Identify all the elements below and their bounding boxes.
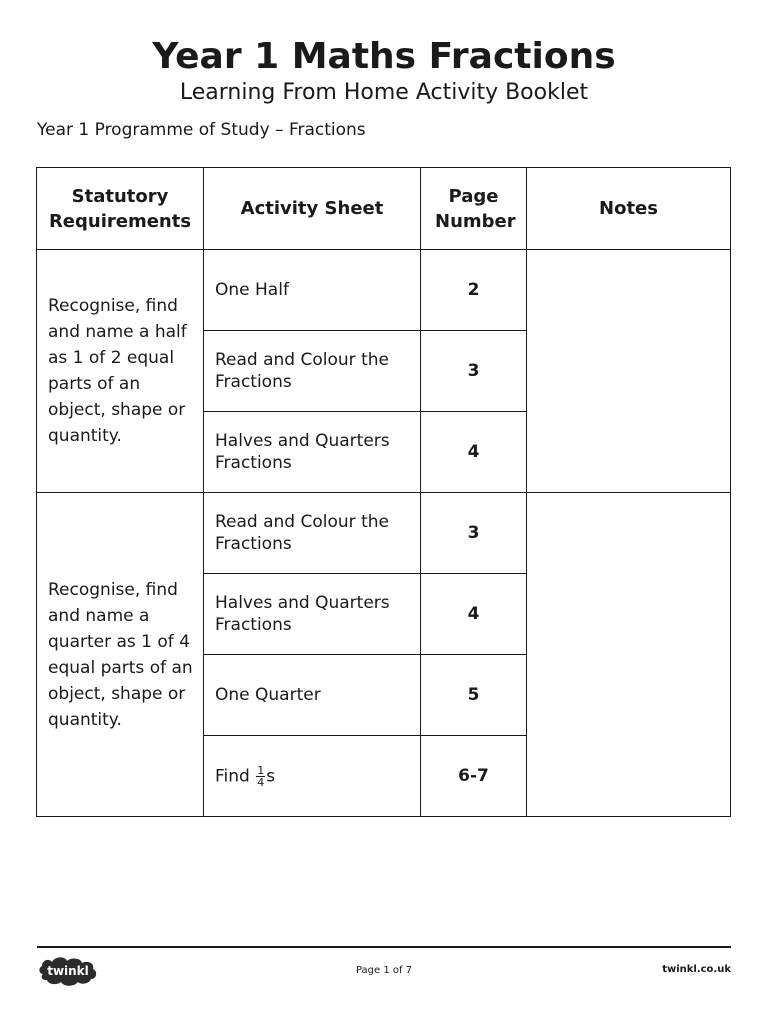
- header-activity: Activity Sheet: [204, 168, 421, 250]
- fraction-denominator: 4: [257, 775, 265, 789]
- activity-cell: Read and Colour the Fractions: [204, 331, 421, 412]
- activity-table: [36, 167, 731, 817]
- page-cell: 6-7: [421, 736, 527, 817]
- page-cell: 5: [421, 655, 527, 736]
- fraction-numerator: 1: [257, 763, 265, 777]
- table-row: [37, 493, 731, 574]
- activity-suffix: s: [266, 766, 276, 786]
- requirement-half: Recognise, find and name a half as 1 of 2 equal parts of an object, shape or quantity.: [37, 250, 204, 493]
- header-page: Page Number: [421, 168, 527, 250]
- page-number: Page 1 of 7: [355, 965, 413, 976]
- header-requirements: Statutory Requirements: [37, 168, 204, 250]
- section-heading: Year 1 Programme of Study – Fractions: [37, 120, 366, 140]
- activity-cell: One Half: [204, 250, 421, 331]
- activity-cell: One Quarter: [204, 655, 421, 736]
- page-cell: 4: [421, 412, 527, 493]
- table-header-row: [37, 168, 731, 250]
- requirement-quarter: Recognise, find and name a quarter as 1 of 4 equal parts of an object, shape or quantity.: [37, 493, 204, 817]
- svg-text:twinkl: twinkl: [47, 964, 89, 978]
- page-cell: 3: [421, 331, 527, 412]
- notes-cell: [527, 250, 731, 493]
- activity-cell: Halves and Quarters Fractions: [204, 574, 421, 655]
- page-cell: 2: [421, 250, 527, 331]
- activity-prefix: Find: [215, 766, 256, 786]
- page-cell: 4: [421, 574, 527, 655]
- activity-cell: [204, 736, 421, 817]
- page-subtitle: Learning From Home Activity Booklet: [179, 80, 589, 105]
- page-cell: 3: [421, 493, 527, 574]
- page-title: Year 1 Maths Fractions: [152, 36, 616, 77]
- notes-cell: [527, 493, 731, 817]
- activity-cell: Read and Colour the Fractions: [204, 493, 421, 574]
- site-url[interactable]: twinkl.co.uk: [662, 964, 731, 975]
- header-notes: Notes: [527, 168, 731, 250]
- activity-cell: Halves and Quarters Fractions: [204, 412, 421, 493]
- footer-divider: [37, 946, 731, 948]
- fraction-quarter: [256, 765, 265, 788]
- table-row: [37, 250, 731, 331]
